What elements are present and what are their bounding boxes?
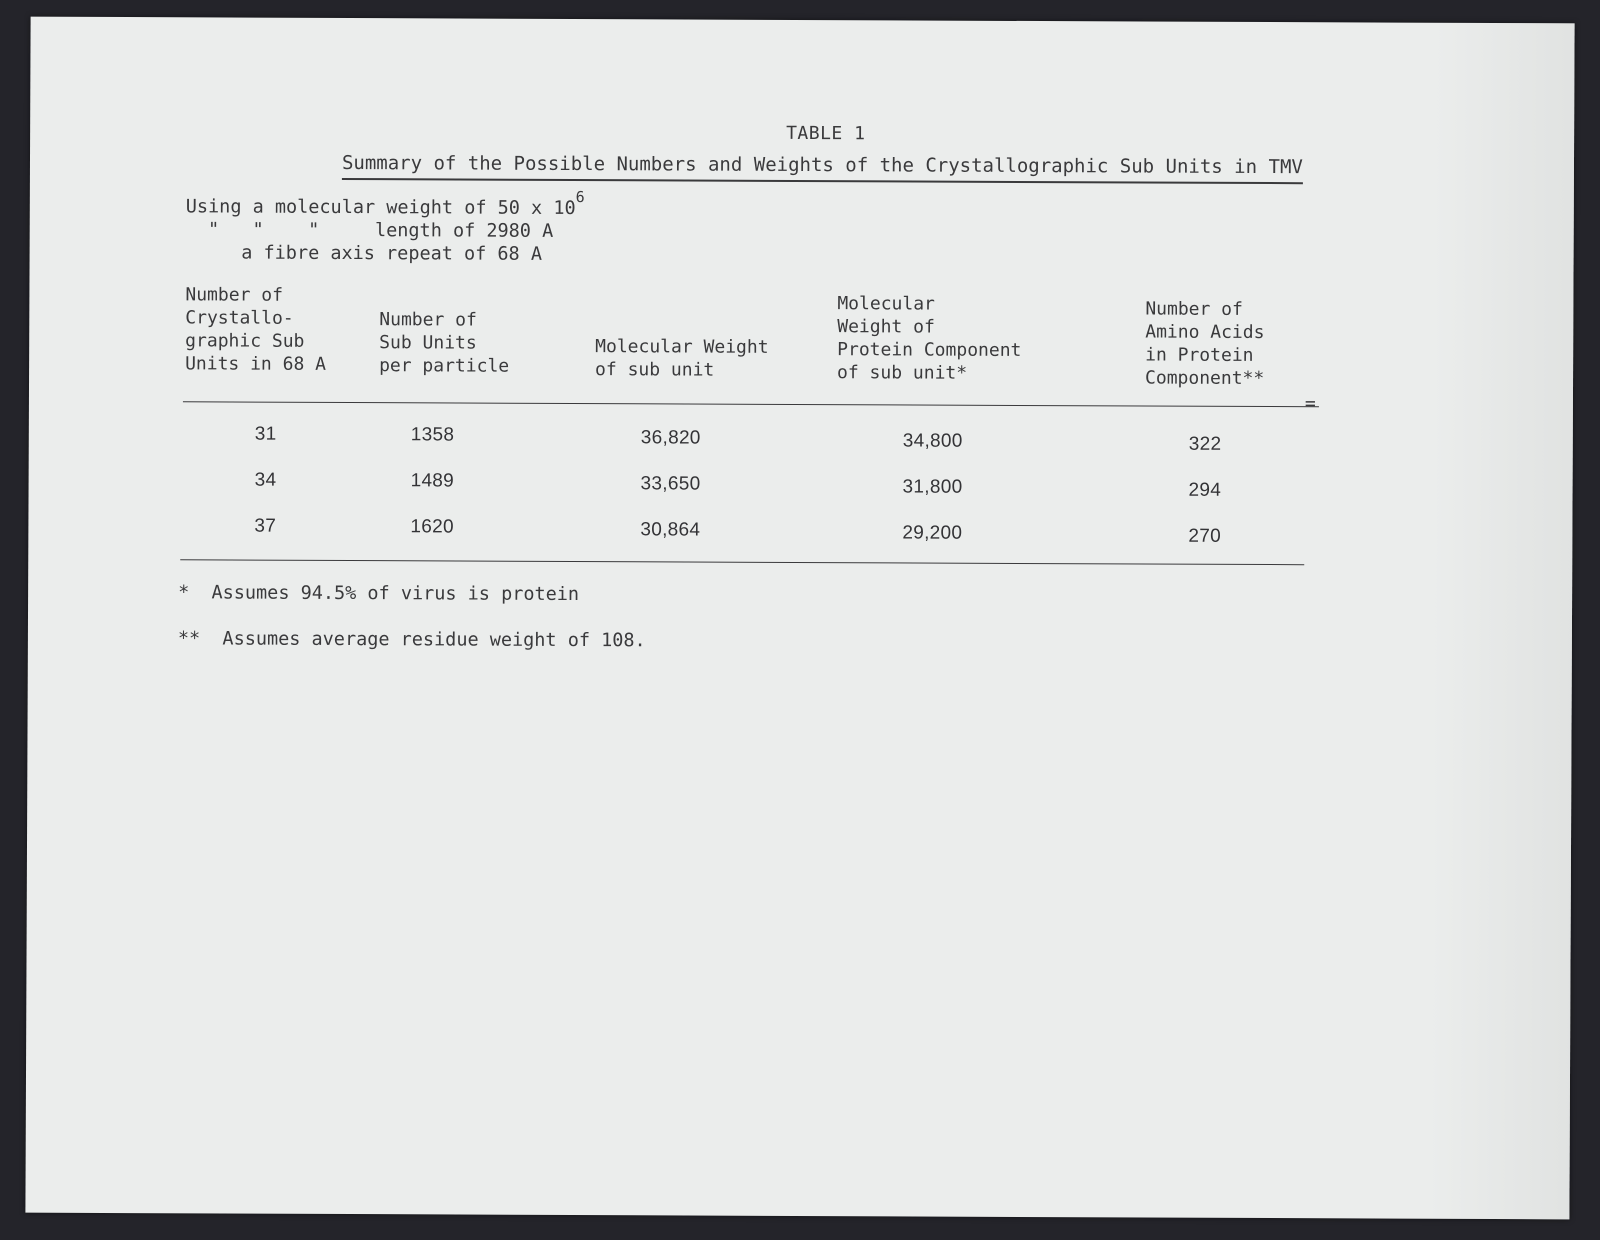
cell-r3-c5: 270 bbox=[1188, 525, 1222, 547]
cell-r1-c2: 1358 bbox=[410, 424, 455, 446]
table-title: TABLE 1 bbox=[786, 122, 866, 145]
assumption-line-2: " " " length of 2980 A bbox=[185, 219, 554, 242]
footnote-2: ** Assumes average residue weight of 108. bbox=[177, 628, 646, 652]
assumption-line-1-text: Using a molecular weight of 50 x 10 bbox=[185, 196, 576, 220]
header-molecular-weight: Molecular Weight of sub unit bbox=[595, 336, 769, 381]
header-sub-units-per-particle: Number of Sub Units per particle bbox=[379, 309, 510, 377]
header-double-underline-mark: = bbox=[1304, 393, 1316, 415]
header-protein-component-weight: Molecular Weight of Protein Component of sub unit* bbox=[837, 293, 1022, 384]
table-subtitle: Summary of the Possible Numbers and Weights of the Crystallographic Sub Units in TMV bbox=[342, 152, 1303, 184]
cell-r2-c5: 294 bbox=[1188, 479, 1222, 501]
cell-r1-c4: 34,800 bbox=[902, 430, 963, 452]
exponent: 6 bbox=[575, 188, 585, 207]
header-rule bbox=[183, 401, 1319, 407]
header-amino-acids: Number of Amino Acids in Protein Component** bbox=[1145, 298, 1265, 390]
cell-r3-c4: 29,200 bbox=[902, 522, 963, 544]
cell-r1-c3: 36,820 bbox=[640, 427, 701, 449]
cell-r3-c3: 30,864 bbox=[640, 519, 701, 541]
cell-r2-c2: 1489 bbox=[410, 470, 455, 492]
assumption-line-1 bbox=[185, 188, 585, 221]
cell-r3-c1: 37 bbox=[254, 515, 277, 537]
cell-r1-c1: 31 bbox=[254, 423, 277, 445]
paper-edge-shading bbox=[1429, 23, 1574, 1220]
cell-r1-c5: 322 bbox=[1188, 433, 1222, 455]
cell-r3-c2: 1620 bbox=[410, 516, 454, 538]
table-bottom-rule bbox=[180, 559, 1304, 565]
cell-r2-c1: 34 bbox=[254, 469, 277, 491]
paper-sheet bbox=[25, 17, 1574, 1220]
cell-r2-c3: 33,650 bbox=[640, 473, 701, 495]
cell-r2-c4: 31,800 bbox=[902, 476, 963, 498]
footnote-1: * Assumes 94.5% of virus is protein bbox=[178, 582, 580, 606]
header-crystallographic-sub-units: Number of Crystallo- graphic Sub Units in 68 A bbox=[185, 284, 327, 375]
assumption-line-3: a fibre axis repeat of 68 A bbox=[185, 242, 543, 265]
